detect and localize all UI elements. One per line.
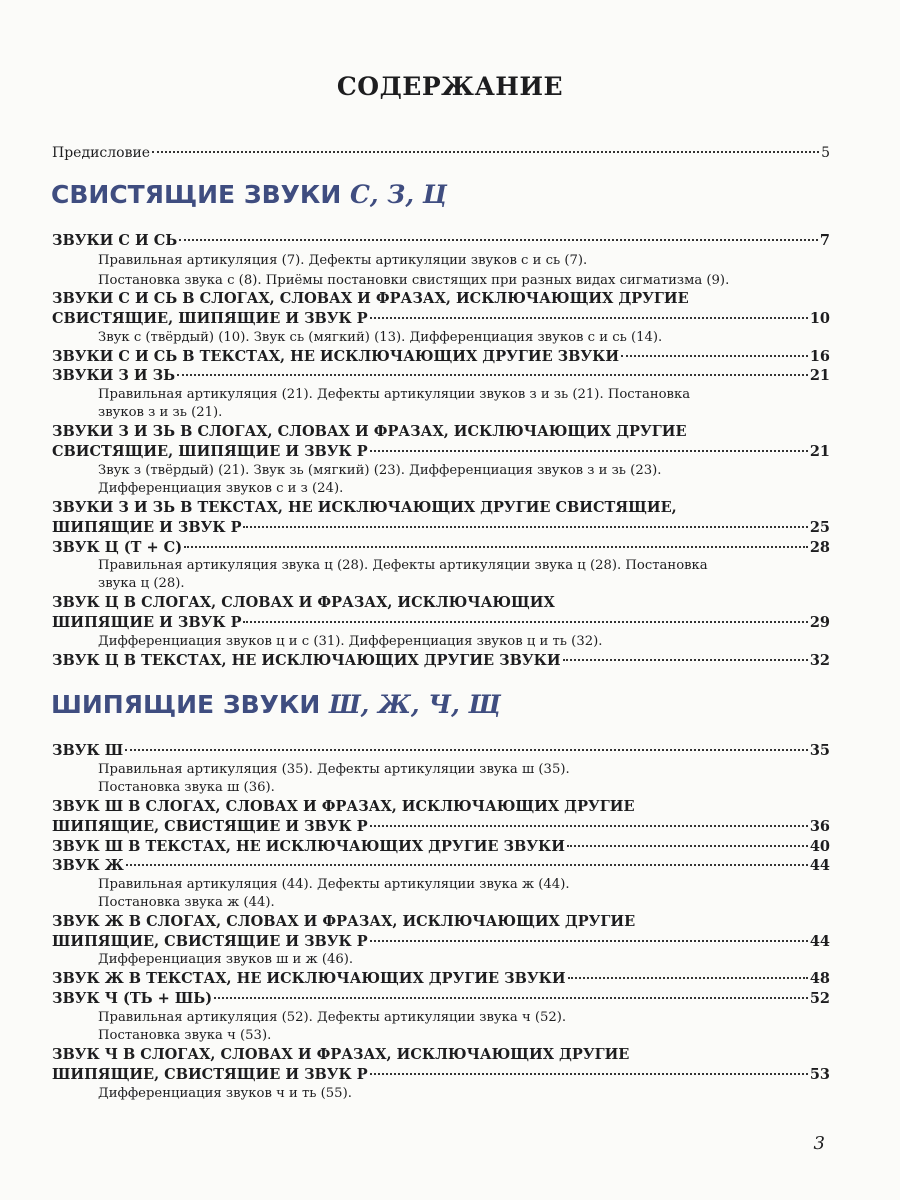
toc-entry[interactable]: ШИПЯЩИЕ И ЗВУК Р 25 <box>52 519 830 536</box>
toc-entry[interactable]: ЗВУКИ С И СЬ 7 <box>52 232 830 249</box>
toc-subentry: Правильная артикуляция (7). Дефекты артикуляции звуков с и сь (7). <box>98 253 588 268</box>
toc-entry[interactable]: ЗВУК Ж В ТЕКСТАХ, НЕ ИСКЛЮЧАЮЩИХ ДРУГИЕ ЗВУКИ 48 <box>52 970 830 987</box>
page-number: 3 <box>813 1133 825 1154</box>
toc-subentry: Правильная артикуляция звука ц (28). Дефекты артикуляции звука ц (28). Постановка <box>98 558 708 573</box>
toc-entry[interactable]: ЗВУК Ж 44 <box>52 857 830 874</box>
toc-entry[interactable]: ШИПЯЩИЕ И ЗВУК Р 29 <box>52 614 830 631</box>
toc-subentry: Звук с (твёрдый) (10). Звук сь (мягкий) (13). Дифференциация звуков с и сь (14). <box>98 330 663 345</box>
toc-subentry: Постановка звука ш (36). <box>98 780 275 795</box>
toc-entry-line: ЗВУК Ш В СЛОГАХ, СЛОВАХ И ФРАЗАХ, ИСКЛЮЧАЮЩИХ ДРУГИЕ <box>52 798 635 815</box>
toc-subentry: звуков з и зь (21). <box>98 405 223 420</box>
toc-subentry: Правильная артикуляция (44). Дефекты артикуляции звука ж (44). <box>98 877 570 892</box>
toc-subentry: Дифференциация звуков ч и ть (55). <box>98 1086 352 1101</box>
toc-entry[interactable]: ЗВУК Ц (Т + С) 28 <box>52 539 830 556</box>
toc-entry[interactable]: ЗВУК Ц В ТЕКСТАХ, НЕ ИСКЛЮЧАЮЩИХ ДРУГИЕ ЗВУКИ 32 <box>52 652 830 669</box>
toc-entry[interactable]: ЗВУК Ч (ТЬ + ШЬ) 52 <box>52 990 830 1007</box>
toc-entry[interactable]: СВИСТЯЩИЕ, ШИПЯЩИЕ И ЗВУК Р 21 <box>52 443 830 460</box>
toc-subentry: звука ц (28). <box>98 576 185 591</box>
toc-subentry: Постановка звука с (8). Приёмы постановки свистящих при разных видах сигматизма (9). <box>98 273 730 288</box>
toc-subentry: Постановка звука ж (44). <box>98 895 275 910</box>
toc-entry-line: ЗВУКИ С И СЬ В СЛОГАХ, СЛОВАХ И ФРАЗАХ, ИСКЛЮЧАЮЩИХ ДРУГИЕ <box>52 290 689 307</box>
toc-subentry: Дифференциация звуков ш и ж (46). <box>98 952 354 967</box>
section-heading-whistling: СВИСТЯЩИЕ ЗВУКИ С, З, Ц <box>51 180 447 209</box>
toc-entry-line: ЗВУКИ З И ЗЬ В СЛОГАХ, СЛОВАХ И ФРАЗАХ, ИСКЛЮЧАЮЩИХ ДРУГИЕ <box>52 423 687 440</box>
toc-entry[interactable]: ЗВУК Ш 35 <box>52 742 830 759</box>
toc-subentry: Дифференциация звуков с и з (24). <box>98 481 344 496</box>
toc-entry-line: ЗВУКИ З И ЗЬ В ТЕКСТАХ, НЕ ИСКЛЮЧАЮЩИХ ДРУГИЕ СВИСТЯЩИЕ, <box>52 499 677 516</box>
section-heading-hushing: ШИПЯЩИЕ ЗВУКИ Ш, Ж, Ч, Щ <box>51 690 501 719</box>
toc-entry-line: ЗВУК Ч В СЛОГАХ, СЛОВАХ И ФРАЗАХ, ИСКЛЮЧАЮЩИХ ДРУГИЕ <box>52 1046 630 1063</box>
toc-subentry: Постановка звука ч (53). <box>98 1028 272 1043</box>
toc-subentry: Звук з (твёрдый) (21). Звук зь (мягкий) (23). Дифференциация звуков з и зь (23). <box>98 463 662 478</box>
toc-entry[interactable]: ШИПЯЩИЕ, СВИСТЯЩИЕ И ЗВУК Р 36 <box>52 818 830 835</box>
toc-entry[interactable]: ШИПЯЩИЕ, СВИСТЯЩИЕ И ЗВУК Р 53 <box>52 1066 830 1083</box>
toc-subentry: Правильная артикуляция (52). Дефекты артикуляции звука ч (52). <box>98 1010 567 1025</box>
toc-entry[interactable]: ШИПЯЩИЕ, СВИСТЯЩИЕ И ЗВУК Р 44 <box>52 933 830 950</box>
toc-entry-line: ЗВУК Ж В СЛОГАХ, СЛОВАХ И ФРАЗАХ, ИСКЛЮЧАЮЩИХ ДРУГИЕ <box>52 913 636 930</box>
toc-entry-line: ЗВУК Ц В СЛОГАХ, СЛОВАХ И ФРАЗАХ, ИСКЛЮЧАЮЩИХ <box>52 594 555 611</box>
toc-entry[interactable]: ЗВУК Ш В ТЕКСТАХ, НЕ ИСКЛЮЧАЮЩИХ ДРУГИЕ ЗВУКИ 40 <box>52 838 830 855</box>
dot-leader <box>152 151 819 153</box>
toc-subentry: Правильная артикуляция (35). Дефекты артикуляции звука ш (35). <box>98 762 570 777</box>
toc-entry[interactable]: СВИСТЯЩИЕ, ШИПЯЩИЕ И ЗВУК Р 10 <box>52 310 830 327</box>
toc-subentry: Правильная артикуляция (21). Дефекты артикуляции звуков з и зь (21). Постановка <box>98 387 691 402</box>
toc-subentry: Дифференциация звуков ц и с (31). Дифференциация звуков ц и ть (32). <box>98 634 603 649</box>
toc-entry-page: 5 <box>821 145 830 161</box>
toc-entry-label: Предисловие <box>52 145 151 161</box>
toc-entry[interactable]: ЗВУКИ З И ЗЬ 21 <box>52 367 830 384</box>
toc-entry-preface[interactable] <box>52 145 830 161</box>
page-title: СОДЕРЖАНИЕ <box>336 72 564 101</box>
toc-entry[interactable]: ЗВУКИ С И СЬ В ТЕКСТАХ, НЕ ИСКЛЮЧАЮЩИХ ДРУГИЕ ЗВУКИ 16 <box>52 348 830 365</box>
